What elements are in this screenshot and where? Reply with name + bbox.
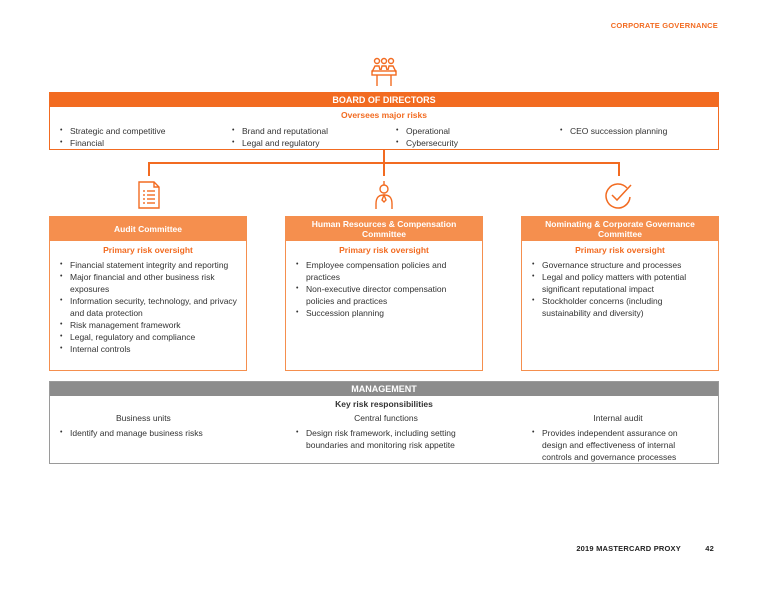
list-item: • Succession planning bbox=[296, 307, 474, 319]
column-heading: Central functions bbox=[354, 413, 418, 423]
management-title: MANAGEMENT bbox=[50, 382, 718, 396]
list-item: • Financial statement integrity and reporting bbox=[60, 259, 238, 271]
management-column bbox=[296, 413, 476, 451]
committee-risk-list bbox=[60, 259, 238, 355]
management-subtitle: Key risk responsibilities bbox=[335, 399, 433, 409]
person-badge-icon bbox=[370, 180, 398, 210]
list-item: • Design risk framework, including setting boundaries and monitoring risk appetite bbox=[296, 427, 476, 451]
committee-subtitle: Primary risk oversight bbox=[103, 245, 193, 255]
audit-committee-box bbox=[49, 216, 247, 371]
document-icon bbox=[135, 180, 163, 210]
list-item: • Cybersecurity bbox=[396, 137, 458, 149]
board-subtitle: Oversees major risks bbox=[340, 110, 427, 120]
list-item: • Employee compensation policies and practices bbox=[296, 259, 474, 283]
board-risk-list bbox=[396, 125, 458, 149]
list-item: • Information security, technology, and privacy and data protection bbox=[60, 295, 238, 319]
list-item: • Legal and regulatory bbox=[232, 137, 328, 149]
list-item: • Financial bbox=[60, 137, 165, 149]
list-item: • Non-executive director compensation policies and practices bbox=[296, 283, 474, 307]
list-item: • Strategic and competitive bbox=[60, 125, 165, 137]
list-item: • Provides independent assurance on design and effectiveness of internal controls and governance processes bbox=[532, 427, 704, 463]
column-heading: Business units bbox=[116, 413, 171, 423]
list-item: • Legal, regulatory and compliance bbox=[60, 331, 238, 343]
board-of-directors-box bbox=[49, 92, 719, 150]
committee-risk-list bbox=[532, 259, 710, 319]
list-item: • Legal and policy matters with potential significant reputational impact bbox=[532, 271, 710, 295]
management-column bbox=[532, 413, 704, 463]
hr-compensation-committee-box bbox=[285, 216, 483, 371]
committee-risk-list bbox=[296, 259, 474, 319]
board-risk-list bbox=[560, 125, 667, 137]
list-item: • Major financial and other business risk exposures bbox=[60, 271, 238, 295]
page-footer bbox=[576, 544, 714, 553]
list-item: • Brand and reputational bbox=[232, 125, 328, 137]
board-meeting-icon bbox=[368, 56, 400, 88]
board-risk-list bbox=[60, 125, 165, 149]
connector-line bbox=[618, 162, 620, 176]
page-number: 42 bbox=[705, 544, 714, 553]
management-list bbox=[532, 427, 704, 463]
management-list bbox=[60, 427, 240, 439]
connector-line bbox=[383, 150, 385, 162]
committee-title: Nominating & Corporate Governance Committee bbox=[522, 217, 718, 241]
connector-line bbox=[383, 162, 385, 176]
board-risk-list bbox=[232, 125, 328, 149]
board-title: BOARD OF DIRECTORS bbox=[50, 93, 718, 107]
list-item: • Stockholder concerns (including sustainability and diversity) bbox=[532, 295, 710, 319]
list-item: • Internal controls bbox=[60, 343, 238, 355]
management-box bbox=[49, 381, 719, 464]
committee-subtitle: Primary risk oversight bbox=[575, 245, 665, 255]
management-column bbox=[60, 413, 240, 439]
list-item: • Risk management framework bbox=[60, 319, 238, 331]
list-item: • Operational bbox=[396, 125, 458, 137]
nominating-governance-committee-box bbox=[521, 216, 719, 371]
committee-title: Human Resources & Compensation Committee bbox=[286, 217, 482, 241]
committee-title: Audit Committee bbox=[50, 217, 246, 241]
section-tag: CORPORATE GOVERNANCE bbox=[610, 21, 718, 30]
publication-title: 2019 MASTERCARD PROXY bbox=[576, 544, 681, 553]
list-item: • Governance structure and processes bbox=[532, 259, 710, 271]
list-item: • CEO succession planning bbox=[560, 125, 667, 137]
connector-line bbox=[148, 162, 150, 176]
management-list bbox=[296, 427, 476, 451]
list-item: • Identify and manage business risks bbox=[60, 427, 240, 439]
committee-subtitle: Primary risk oversight bbox=[339, 245, 429, 255]
column-heading: Internal audit bbox=[593, 413, 643, 423]
checkmark-circle-icon bbox=[603, 180, 635, 210]
